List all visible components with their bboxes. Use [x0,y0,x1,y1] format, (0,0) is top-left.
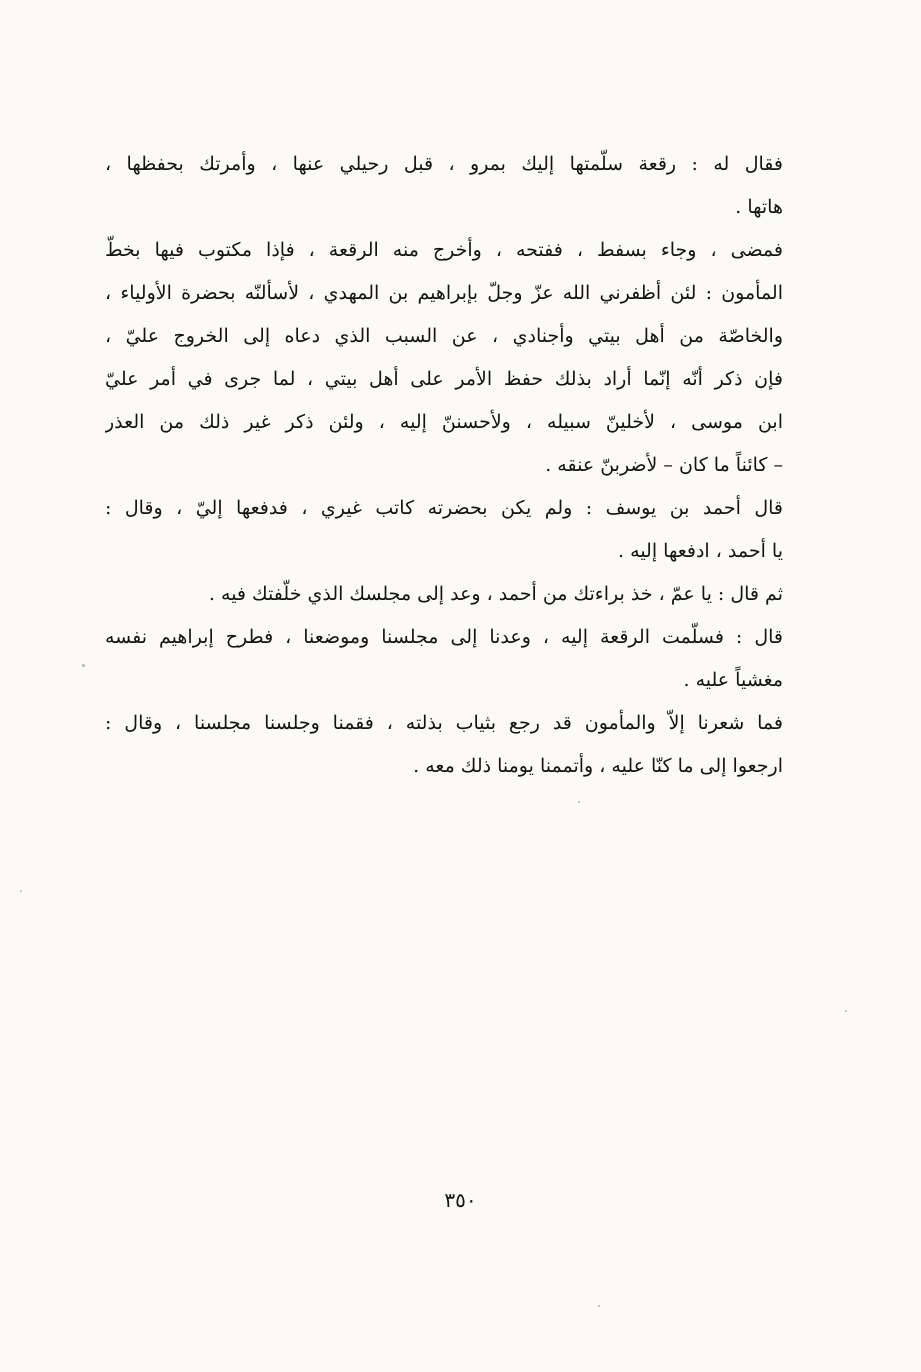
text-line: والخاصّة من أهل بيتي وأجنادي ، عن السبب الذي دعاه إلى الخروج عليّ ، [105,325,783,347]
text-line: يا أحمد ، ادفعها إليه . [618,540,783,562]
text-line: فقال له : رقعة سلّمتها إليك بمرو ، قبل رحيلي عنها ، وأمرتك بحفظها ، [105,153,783,175]
text-line: مغشياً عليه . [683,669,783,691]
text-line: قال : فسلّمت الرقعة إليه ، وعدنا إلى مجلسنا وموضعنا ، فطرح إبراهيم نفسه [105,626,783,648]
page-number: ٣٥٠ [444,1188,477,1212]
text-line: هاتها . [735,196,783,218]
paragraph [105,487,783,573]
text-line: ارجعوا إلى ما كنّا عليه ، وأتممنا يومنا ذلك معه . [413,755,783,777]
paragraph [105,616,783,702]
scan-speck [20,890,22,892]
text-line: ابن موسى ، لأخلينّ سبيله ، ولأحسننّ إليه ، ولئن ذكر غير ذلك من العذر [105,411,783,433]
text-line: فمضى ، وجاء بسفط ، ففتحه ، وأخرج منه الرقعة ، فإذا مكتوب فيها بخطّ [105,239,783,261]
body-text [105,143,783,788]
paragraph [105,702,783,788]
paragraph [105,573,783,616]
text-line: فإن ذكر أنّه إنّما أراد بذلك حفظ الأمر على أهل بيتي ، لما جرى في أمر عليّ [105,368,783,390]
text-line: فما شعرنا إلاّ والمأمون قد رجع بثياب بذلته ، فقمنا وجلسنا مجلسنا ، وقال : [105,712,783,734]
text-line: المأمون : لئن أظفرني الله عزّ وجلّ بإبراهيم بن المهدي ، لأسألنّه بحضرة الأولياء ، [105,282,783,304]
scan-speck [598,1305,600,1307]
text-line: – كائناً ما كان – لأضربنّ عنقه . [545,454,783,476]
text-line: ثم قال : يا عمّ ، خذ براءتك من أحمد ، وعد إلى مجلسك الذي خلّفتك فيه . [208,583,783,605]
text-line: قال أحمد بن يوسف : ولم يكن بحضرته كاتب غيري ، فدفعها إليّ ، وقال : [105,497,783,519]
scan-speck [578,801,580,803]
scan-speck [82,664,85,667]
scan-speck [845,1010,847,1012]
paragraph [105,229,783,487]
paragraph [105,143,783,229]
